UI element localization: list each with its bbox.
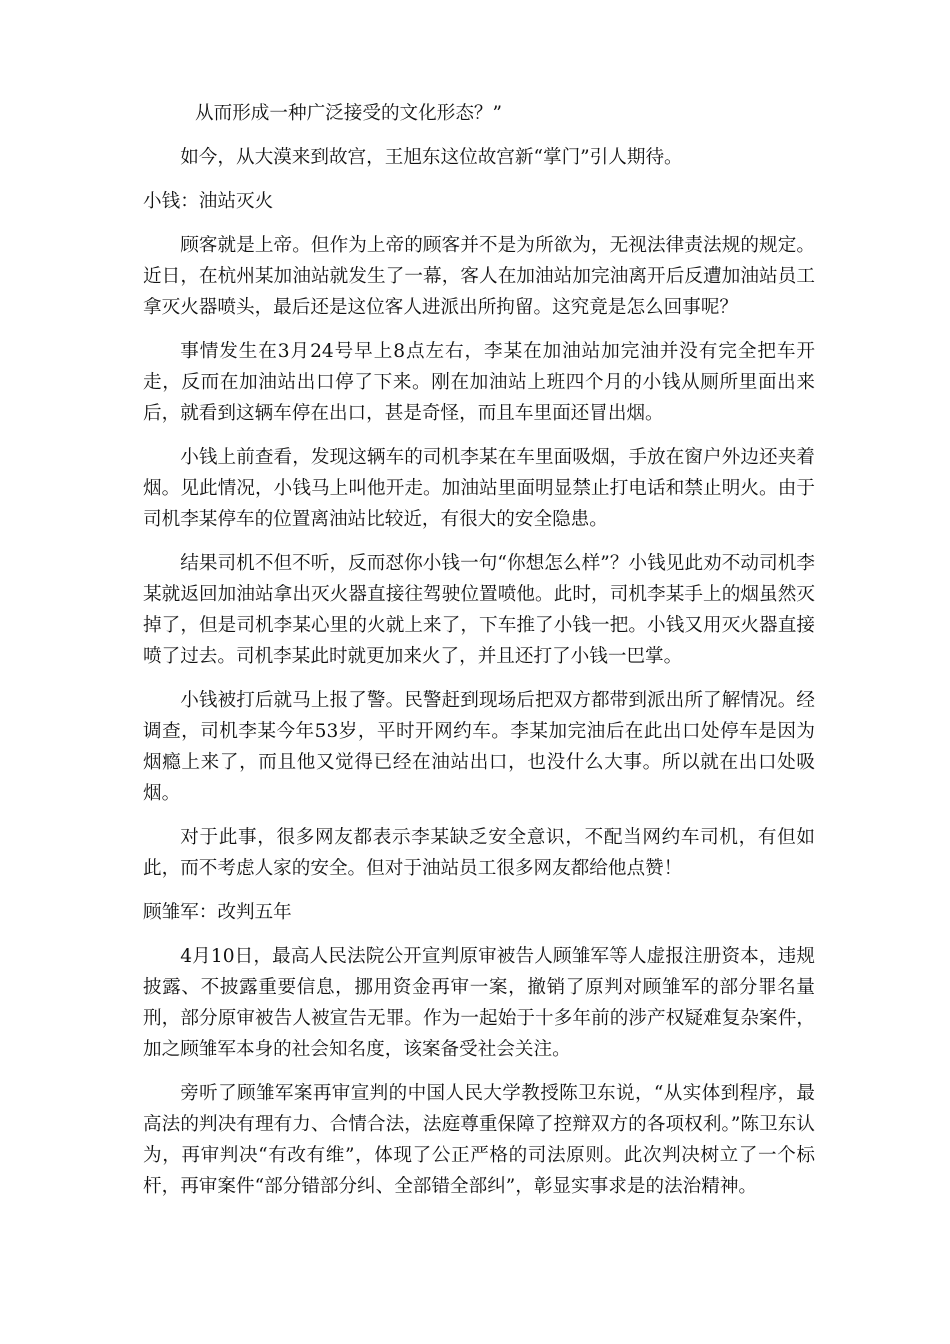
- body-paragraph: 旁听了顾雏军案再审宣判的中国人民大学教授陈卫东说，“从实体到程序，最高法的判决有理有力、合情合法，法庭尊重保障了控辩双方的各项权利。”陈卫东认为，再审判决“有改有维”，体现了公正严格的司法原则。此次判决树立了一个标杆，再审案件“部分错部分纠、全部错全部纠”，彰显实事求是的法治精神。: [143, 1083, 815, 1197]
- document-page: [143, 98, 815, 1215]
- body-paragraph: 对于此事，很多网友都表示李某缺乏安全意识，不配当网约车司机，有但如此，而不考虑人家的安全。但对于油站员工很多网友都给他点赞！: [143, 827, 815, 879]
- body-paragraph: 4月10日，最高人民法院公开宣判原审被告人顾雏军等人虚报注册资本，违规披露、不披露重要信息，挪用资金再审一案，撤销了原判对顾雏军的部分罪名量刑，部分原审被告人被宣告无罪。作为一起始于十多年前的涉产权疑难复杂案件，加之顾雏军本身的社会知名度，该案备受社会关注。: [143, 946, 815, 1060]
- continuation-paragraph: 从而形成一种广泛接受的文化形态？”: [195, 103, 503, 124]
- section-heading-guchujun: 顾雏军：改判五年: [143, 902, 292, 923]
- body-paragraph: 小钱上前查看，发现这辆车的司机李某在车里面吸烟，手放在窗户外边还夹着烟。见此情况，小钱马上叫他开走。加油站里面明显禁止打电话和禁止明火。由于司机李某停车的位置离油站比较近，有很大的安全隐患。: [143, 447, 815, 530]
- body-paragraph: 顾客就是上帝。但作为上帝的顾客并不是为所欲为，无视法律责法规的规定。近日，在杭州某加油站就发生了一幕，客人在加油站加完油离开后反遭加油站员工拿灭火器喷头，最后还是这位客人进派出所拘留。这究竟是怎么回事呢？: [143, 235, 815, 318]
- body-paragraph: 小钱被打后就马上报了警。民警赶到现场后把双方都带到派出所了解情况。经调查，司机李某今年53岁，平时开网约车。李某加完油后在此出口处停车是因为烟瘾上来了，而且他又觉得已经在油站出口，也没什么大事。所以就在出口处吸烟。: [143, 690, 815, 804]
- body-paragraph: 结果司机不但不听，反而怼你小钱一句“你想怎么样”？小钱见此劝不动司机李某就返回加油站拿出灭火器直接往驾驶位置喷他。此时，司机李某手上的烟虽然灭掉了，但是司机李某心里的火就上来了，下车推了小钱一把。小钱又用灭火器直接喷了过去。司机李某此时就更加来火了，并且还打了小钱一巴掌。: [143, 553, 815, 667]
- section-heading-xiaoqian: 小钱：油站灭火: [143, 191, 274, 212]
- body-paragraph: 事情发生在3月24号早上8点左右，李某在加油站加完油并没有完全把车开走，反而在加油站出口停了下来。刚在加油站上班四个月的小钱从厕所里面出来后，就看到这辆车停在出口，甚是奇怪，而且车里面还冒出烟。: [143, 341, 815, 424]
- intro-closing-paragraph: 如今，从大漠来到故宫，王旭东这位故宫新“掌门”引人期待。: [180, 147, 683, 168]
